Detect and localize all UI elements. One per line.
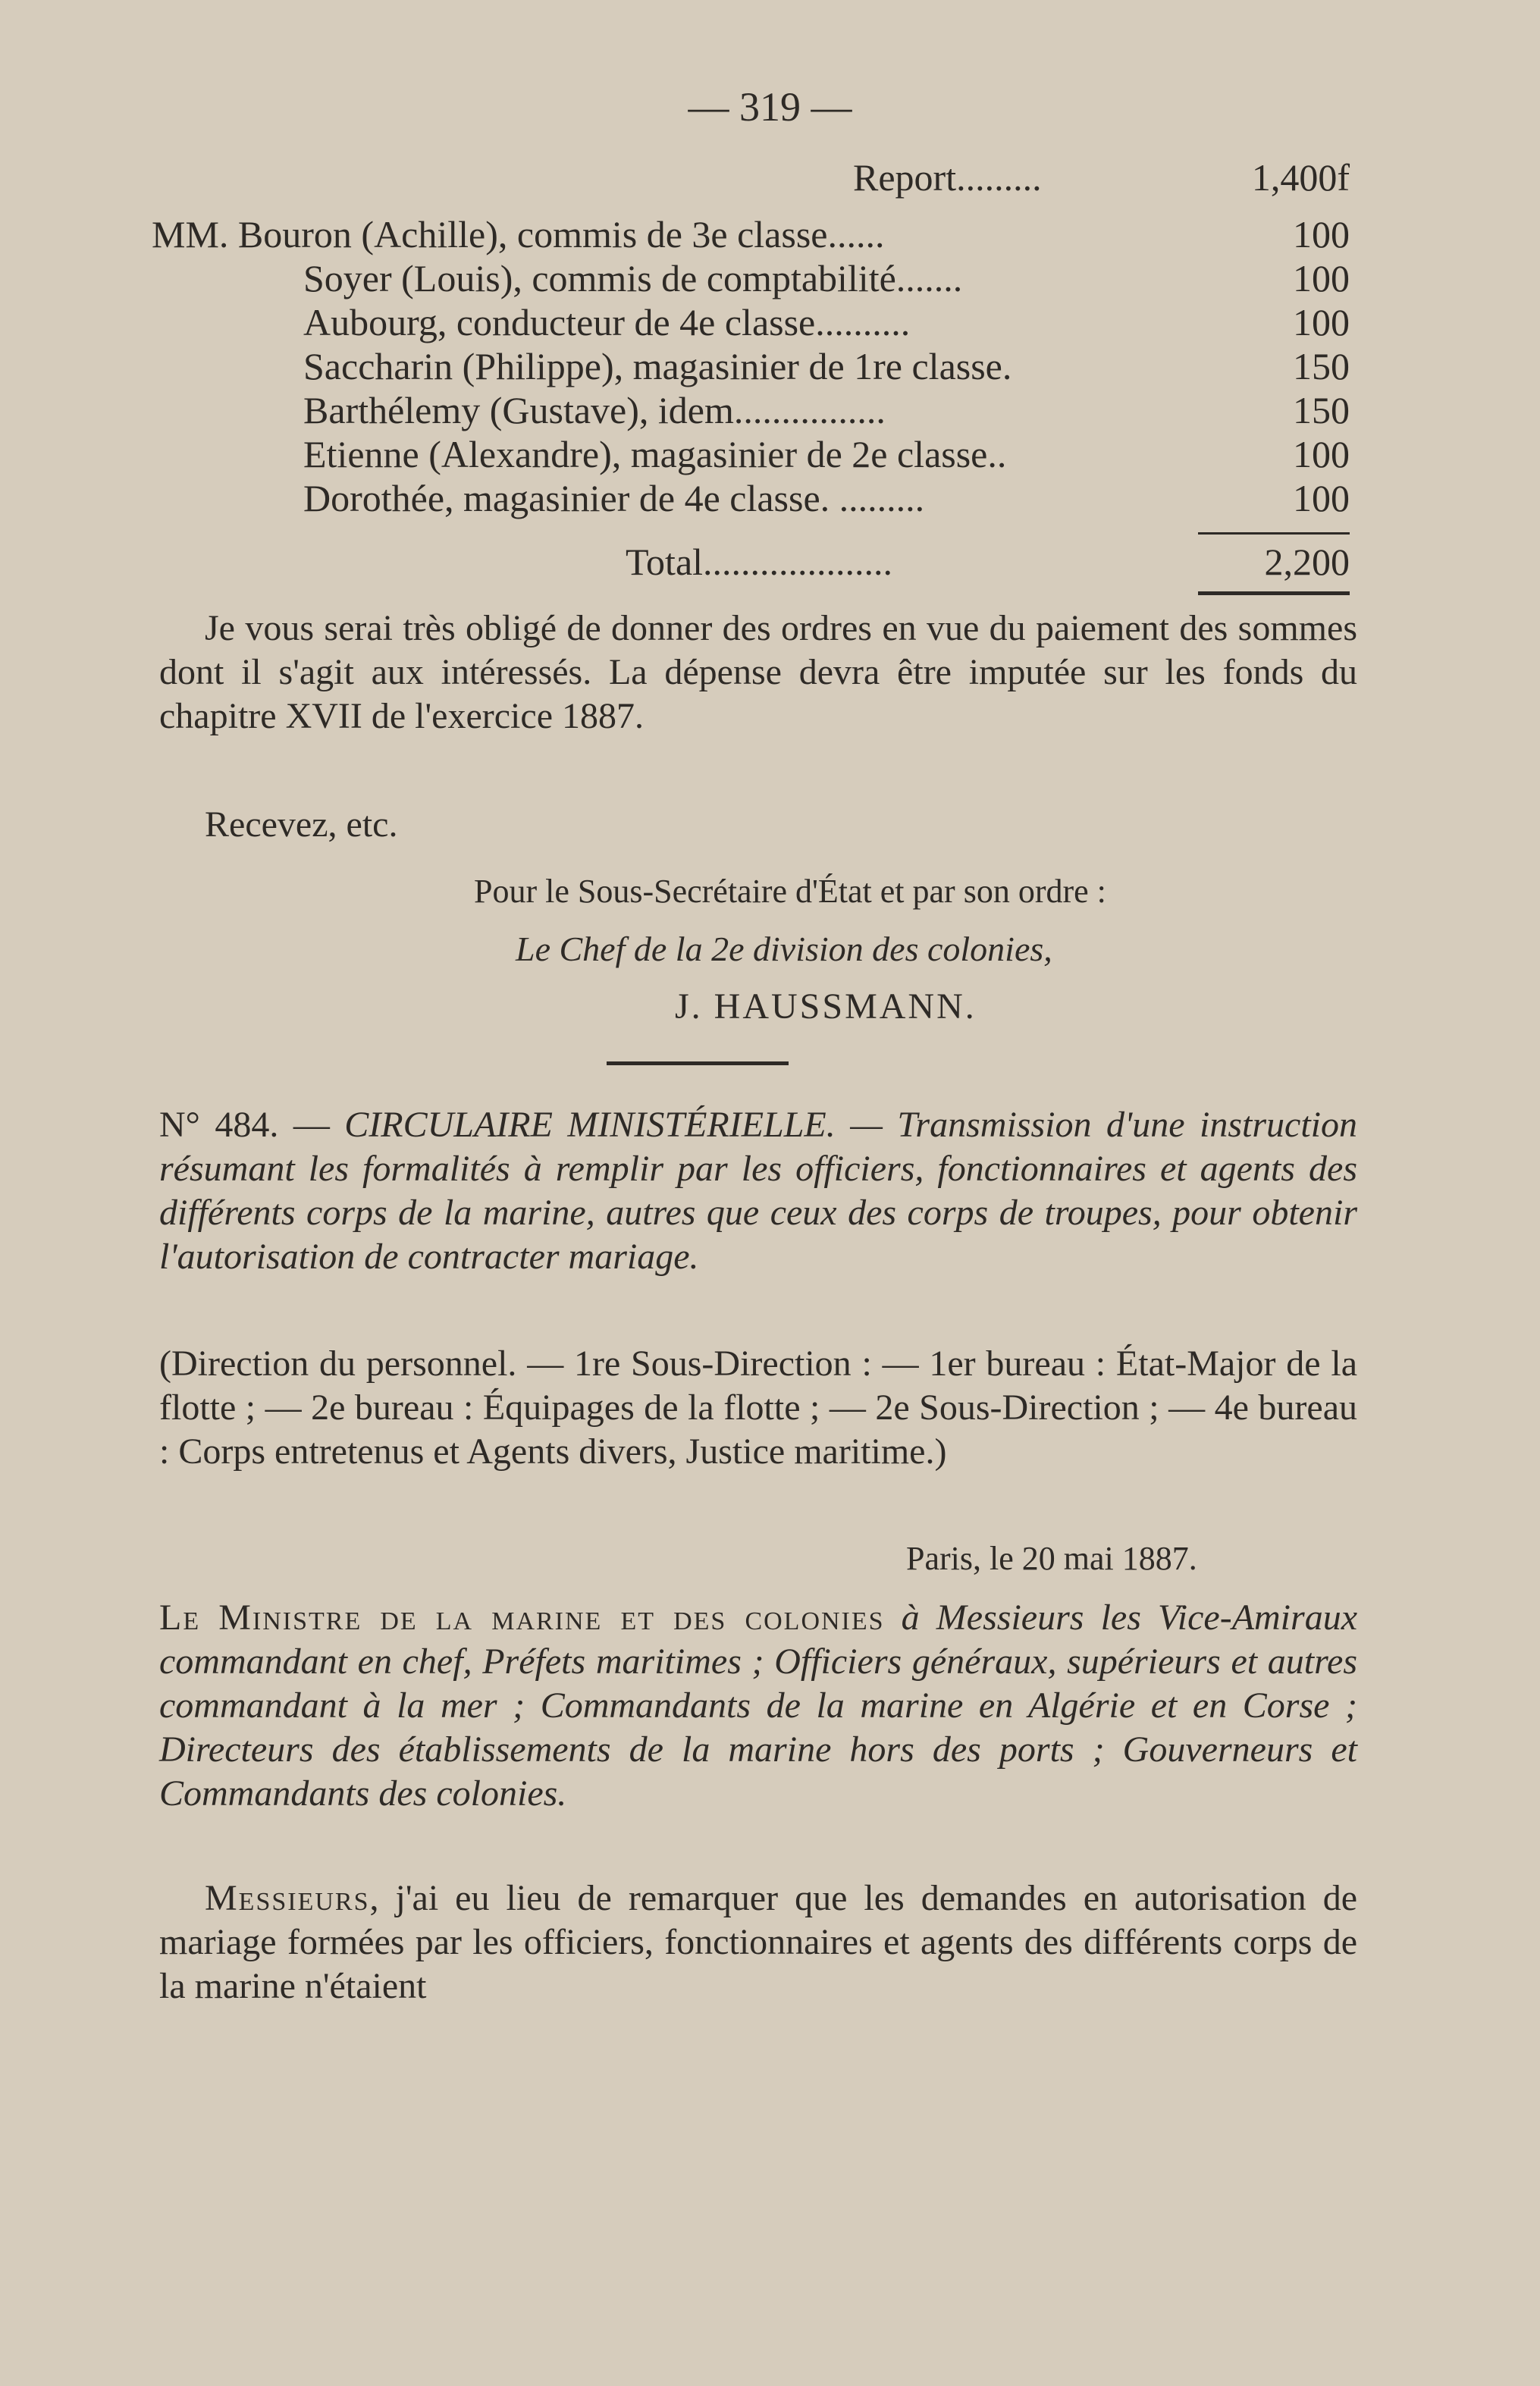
body-paragraph: Je vous serai très obligé de donner des ordres en vue du paiement des sommes dont il s'agit aux intéressés. La dépense devra être imputée sur les fonds du chapitre XVII de l'exercice 1887. (159, 608, 1357, 736)
table-row (152, 212, 1350, 256)
row-amount: 100 (1293, 213, 1350, 256)
report-label: Report......... (853, 156, 1042, 199)
table-row (152, 476, 1350, 520)
letter-text: , j'ai eu lieu de remarquer que les demandes en autorisation de mariage formées par les officiers, fonctionnaires et agents des différents corps de la marine n'étaient (159, 1878, 1357, 2006)
row-name: Aubourg, conducteur de 4e classe.......... (303, 301, 911, 343)
row-amount: 100 (1293, 257, 1350, 299)
report-amount: 1,400f (1251, 156, 1350, 199)
addressee-sender: Le Ministre de la marine et des colonies (159, 1597, 885, 1638)
row-name: MM. Bouron (Achille), commis de 3e classe...... (152, 213, 885, 256)
row-amount: 150 (1293, 389, 1350, 431)
letter-paragraph (159, 1877, 1357, 2008)
row-amount: 100 (1293, 477, 1350, 519)
row-name: Etienne (Alexandre), magasinier de 2e classe.. (303, 433, 1007, 475)
salutation: Messieurs (205, 1878, 370, 1918)
row-amount: 100 (1293, 433, 1350, 475)
row-amount: 100 (1293, 301, 1350, 343)
table-row (152, 388, 1350, 432)
circular-title: CIRCULAIRE MINISTÉRIELLE. — Transmission d'une instruction résumant les formalités à remplir par les officiers, fonctionnaires et agents des différents corps de la marine, autres que ceux des corps de troupes, pour obtenir l'autorisation de contracter mariage. (159, 1105, 1357, 1277)
total-amount: 2,200 (1264, 541, 1350, 583)
circular-number: N° 484. — (159, 1105, 345, 1145)
table-row (152, 432, 1350, 476)
row-name: Barthélemy (Gustave), idem................ (303, 389, 886, 431)
closing-phrase: Recevez, etc. (205, 804, 398, 845)
row-name: Dorothée, magasinier de 4e classe. ......... (303, 477, 925, 519)
direction-note: (Direction du personnel. — 1re Sous-Direction : — 1er bureau : État-Major de la flotte ; — 2e bureau : Équipages de la flotte ; — 2e Sous-Direction ; — 4e bureau : Corps entretenus et Agents divers, Justice maritime.) (159, 1343, 1357, 1472)
place-date: Paris, le 20 mai 1887. (906, 1540, 1197, 1577)
signature-name: J. HAUSSMANN. (675, 986, 977, 1027)
addressee-block (159, 1596, 1357, 1816)
table-row (152, 256, 1350, 300)
total-label: Total.................... (626, 541, 893, 583)
signature-title: Le Chef de la 2e division des colonies, (516, 930, 1052, 968)
addressee-recipients: à Messieurs les Vice-Amiraux commandant en chef, Préfets maritimes ; Officiers généraux, supérieurs et autres commandant à la mer ; Commandants de la marine en Algérie et en Corse ; Directeurs des établissements de la marine hors des ports ; Gouverneurs et Commandants des colonies. (159, 1597, 1358, 1814)
page-number: — 319 — (688, 84, 852, 130)
total-rule (1198, 532, 1350, 535)
row-amount: 150 (1293, 345, 1350, 387)
section-divider (607, 1061, 789, 1065)
circular-heading (159, 1103, 1357, 1279)
report-row (152, 155, 1350, 199)
total-underline (1198, 591, 1350, 595)
total-row (152, 540, 1350, 584)
signature-line: Pour le Sous-Secrétaire d'État et par son ordre : (474, 873, 1106, 910)
row-name: Soyer (Louis), commis de comptabilité....... (303, 257, 963, 299)
table-row (152, 344, 1350, 388)
table-row (152, 300, 1350, 344)
row-name: Saccharin (Philippe), magasinier de 1re classe. (303, 345, 1012, 387)
